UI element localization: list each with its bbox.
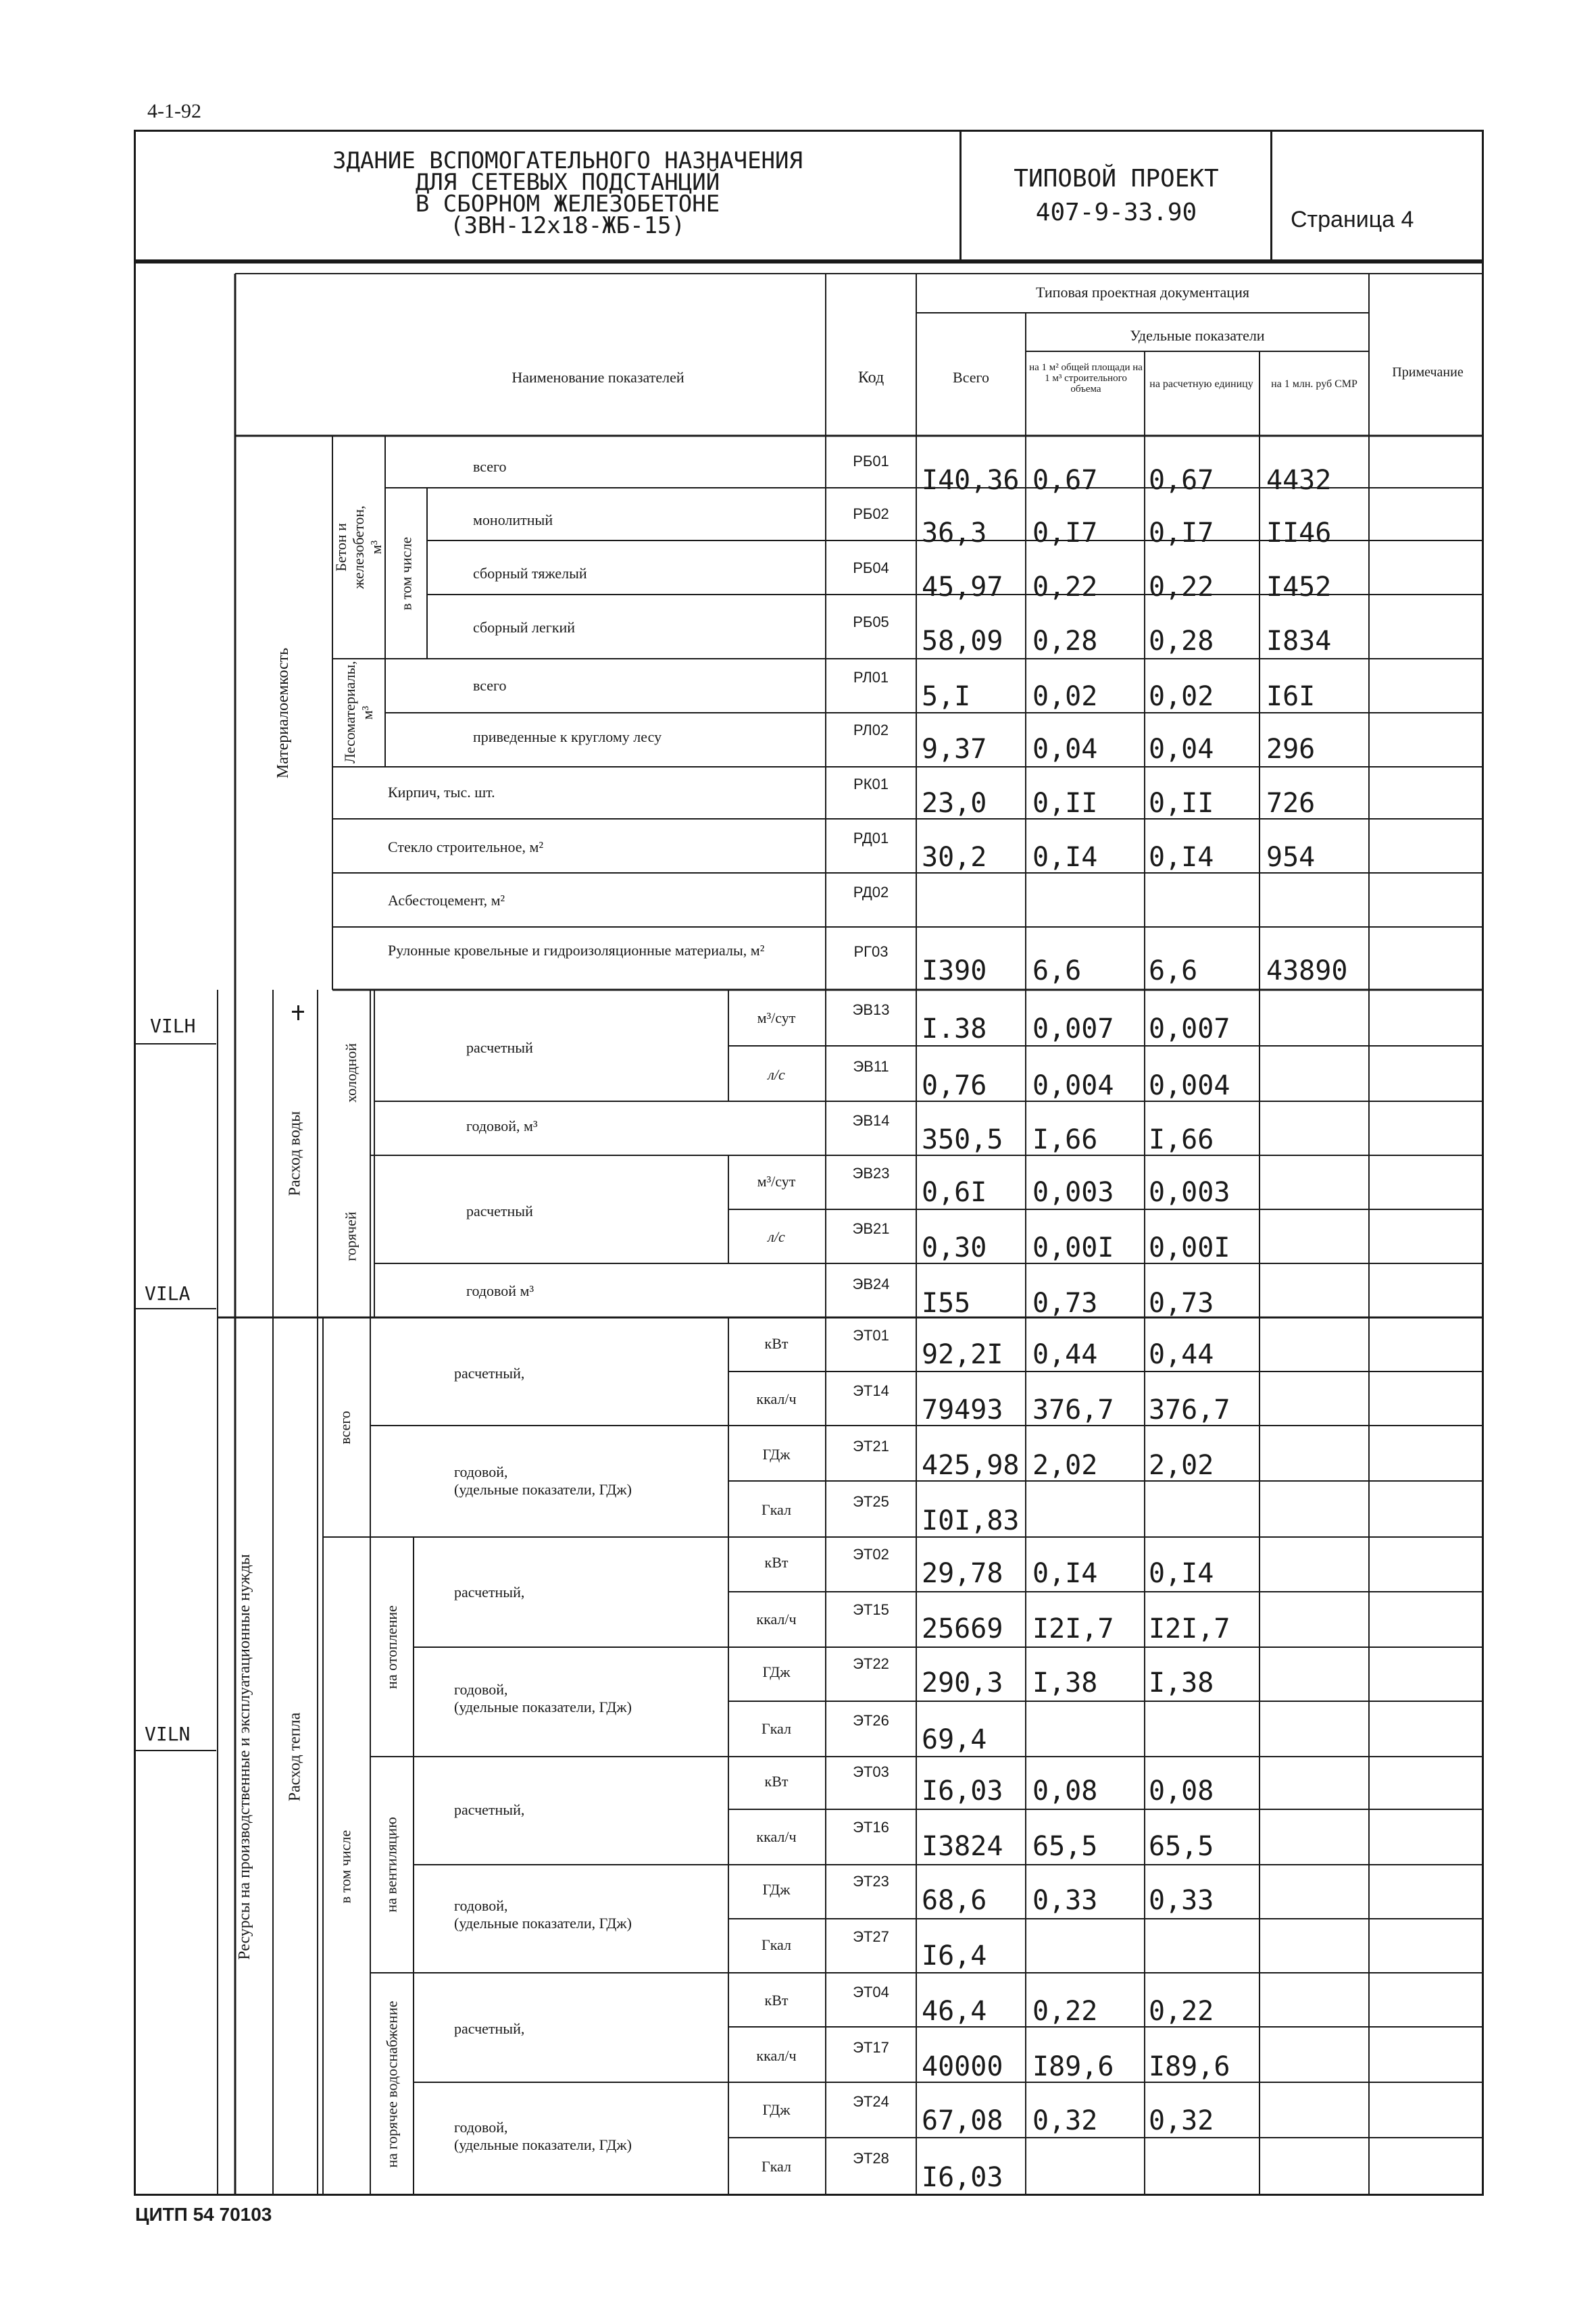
per-mln-header: на 1 млн. руб СМР (1271, 378, 1357, 390)
typical-docs-header: Типовая проектная документация (1036, 284, 1249, 301)
per-mln-cell: 726 (1266, 788, 1316, 819)
unit-vent-gcal: Гкал (761, 1936, 791, 1953)
label-hws-annual: годовой, (удельные показатели, ГДж) (454, 2119, 632, 2153)
code-cell: ЭВ24 (852, 1276, 890, 1292)
per-mln-cell: 954 (1266, 842, 1316, 873)
code-cell: ЭТ03 (853, 1763, 889, 1780)
per-unit-cell: 0,00I (1149, 1232, 1230, 1263)
total-cell: I6,03 (922, 2162, 1003, 2193)
per-unit-cell: 0,004 (1149, 1070, 1230, 1101)
per-unit-cell: 0,007 (1149, 1013, 1230, 1045)
per-m2-cell: I89,6 (1032, 2051, 1114, 2082)
group-cold-water: холодной (343, 1042, 359, 1103)
unit-heating-gj: ГДж (762, 1663, 791, 1680)
footer-code: ЦИТП 54 70103 (135, 2204, 272, 2225)
code-cell: ЭВ13 (852, 1001, 890, 1018)
per-mln-cell: I834 (1266, 626, 1332, 657)
label-precast-light: сборный легкий (473, 619, 576, 636)
per-unit-cell: 65,5 (1149, 1831, 1214, 1862)
per-m2-cell: 0,67 (1032, 465, 1098, 496)
unit-hws-kw: кВт (764, 1992, 789, 2009)
label-heat-total-calc: расчетный, (454, 1365, 525, 1382)
label-hot-calc: расчетный (466, 1203, 533, 1219)
total-cell: 425,98 (922, 1450, 1020, 1481)
total-cell: 58,09 (922, 626, 1003, 657)
group-heat-total: всего (336, 1410, 353, 1444)
label-cold-calc: расчетный (466, 1039, 533, 1056)
per-m2-cell: 0,004 (1032, 1070, 1114, 1101)
code-cell: ЭТ21 (853, 1438, 889, 1455)
unit-total-kcal: ккал/ч (756, 1390, 797, 1407)
sheet-number: 4-1-92 (147, 100, 201, 122)
code-cell: РЛ02 (853, 722, 889, 738)
per-unit-cell: 6,6 (1149, 955, 1198, 986)
per-unit-cell: 0,II (1149, 788, 1214, 819)
label-vent-calc: расчетный, (454, 1801, 525, 1818)
total-cell: I6,4 (922, 1940, 987, 1971)
total-cell: 29,78 (922, 1558, 1003, 1589)
group-resources: Ресурсы на производственные и эксплуатационные нужды (235, 1553, 253, 1960)
per-m2-cell: I,66 (1032, 1124, 1098, 1155)
per-m2-cell: 0,32 (1032, 2105, 1098, 2136)
per-m2-cell: 0,I7 (1032, 518, 1098, 549)
per-m2-cell: I,38 (1032, 1667, 1098, 1699)
total-cell: 0,76 (922, 1070, 987, 1101)
per-m2-cell: 0,00I (1032, 1232, 1114, 1263)
label-heat-total-annual: годовой, (удельные показатели, ГДж) (454, 1463, 632, 1498)
code-cell: РГ03 (853, 943, 889, 960)
per-unit-cell: I89,6 (1149, 2051, 1230, 2082)
per-m2-cell: I2I,7 (1032, 1613, 1114, 1644)
code-cell: РБ01 (853, 453, 889, 470)
label-brick: Кирпич, тыс. шт. (388, 784, 495, 801)
unit-hws-gcal: Гкал (761, 2158, 791, 2175)
cold-water-marker (297, 1005, 299, 1020)
unit-cold-ls: л/с (768, 1066, 785, 1083)
per-unit-cell: 376,7 (1149, 1394, 1230, 1426)
code-cell: ЭТ16 (853, 1819, 889, 1836)
total-cell: 0,30 (922, 1232, 987, 1263)
label-heating-annual: годовой, (удельные показатели, ГДж) (454, 1681, 632, 1715)
label-concrete-total: всего (473, 458, 507, 475)
per-unit-cell: 0,I4 (1149, 1558, 1214, 1589)
per-m2-cell: 6,6 (1032, 955, 1082, 986)
label-vent-annual: годовой, (удельные показатели, ГДж) (454, 1897, 632, 1932)
unit-total-gj: ГДж (762, 1446, 791, 1463)
side-mark-viln-line (135, 1750, 216, 1751)
code-cell: РК01 (853, 776, 889, 793)
project-number: 407-9-33.90 (1035, 199, 1197, 226)
total-cell: 30,2 (922, 842, 987, 873)
total-header: Всего (953, 369, 989, 386)
per-mln-cell: 43890 (1266, 955, 1348, 986)
per-m2-cell: 0,22 (1032, 1996, 1098, 2027)
code-cell: РД01 (853, 830, 889, 847)
per-m2-cell: 65,5 (1032, 1831, 1098, 1862)
group-concrete: Бетон и железобетон, м³ (332, 505, 385, 589)
code-cell: РЛ01 (853, 669, 889, 686)
per-m2-cell: 2,02 (1032, 1450, 1098, 1481)
per-unit-cell: 0,33 (1149, 1885, 1214, 1916)
per-m2-cell: 0,33 (1032, 1885, 1098, 1916)
per-m2-cell: 0,007 (1032, 1013, 1114, 1045)
code-cell: ЭТ02 (853, 1546, 889, 1563)
code-header: Код (857, 369, 884, 386)
per-unit-header: на расчетную единицу (1149, 378, 1253, 390)
total-cell: 25669 (922, 1613, 1003, 1644)
unit-total-kw: кВт (764, 1335, 789, 1352)
label-hot-annual: годовой м³ (466, 1282, 534, 1299)
per-unit-cell: 0,04 (1149, 734, 1214, 765)
group-materials: Материалоемкость (274, 647, 293, 778)
per-m2-cell: 0,44 (1032, 1339, 1098, 1370)
total-cell: 36,3 (922, 518, 987, 549)
group-hot-water: горячей (343, 1211, 360, 1261)
total-cell: 46,4 (922, 1996, 987, 2027)
label-precast-heavy: сборный тяжелый (473, 565, 587, 582)
per-m2-cell: 0,04 (1032, 734, 1098, 765)
unit-total-gcal: Гкал (761, 1501, 791, 1518)
per-m2-cell: 0,22 (1032, 572, 1098, 603)
per-m2-cell: 0,08 (1032, 1776, 1098, 1807)
per-mln-cell: 4432 (1266, 465, 1332, 496)
per-unit-cell: 0,003 (1149, 1177, 1230, 1208)
label-lumber-total: всего (473, 677, 507, 694)
code-cell: ЭВ14 (852, 1112, 890, 1129)
code-cell: РД02 (853, 884, 889, 901)
code-cell: ЭТ15 (853, 1601, 889, 1618)
code-cell: ЭТ24 (853, 2093, 889, 2110)
side-mark-vilh-line (135, 1043, 216, 1045)
label-monolithic: монолитный (473, 511, 553, 528)
code-cell: ЭТ25 (853, 1493, 889, 1510)
page-label: Страница 4 (1291, 207, 1414, 232)
indicators-header: Наименование показателей (512, 369, 684, 386)
total-cell: I3824 (922, 1831, 1003, 1862)
group-lumber: Лесоматериалы, м³ (341, 661, 376, 763)
unit-heating-kcal: ккал/ч (756, 1611, 797, 1628)
per-mln-cell: I452 (1266, 572, 1332, 603)
total-cell: 67,08 (922, 2105, 1003, 2136)
label-cold-annual: годовой, м³ (466, 1117, 538, 1134)
per-unit-cell: 0,22 (1149, 572, 1214, 603)
per-m2-cell: 0,73 (1032, 1288, 1098, 1319)
note-header: Примечание (1392, 365, 1464, 380)
per-m2-cell: 0,I4 (1032, 842, 1098, 873)
total-cell: I0I,83 (922, 1505, 1020, 1536)
total-cell: I40,36 (922, 465, 1020, 496)
per-m2-cell: 0,I4 (1032, 1558, 1098, 1589)
total-cell: 69,4 (922, 1724, 987, 1755)
code-cell: ЭВ11 (853, 1058, 889, 1075)
per-unit-cell: 0,73 (1149, 1288, 1214, 1319)
unit-hot-m3d: м³/сут (757, 1173, 796, 1190)
unit-hot-ls: л/с (768, 1228, 785, 1245)
code-cell: ЭТ22 (853, 1655, 889, 1672)
total-cell: 9,37 (922, 734, 987, 765)
per-unit-cell: 0,I7 (1149, 518, 1214, 549)
label-heating-calc: расчетный, (454, 1584, 525, 1601)
per-unit-cell: 0,67 (1149, 465, 1214, 496)
per-unit-cell: 0,08 (1149, 1776, 1214, 1807)
code-cell: ЭТ26 (853, 1712, 889, 1729)
code-cell: ЭТ01 (853, 1327, 889, 1344)
unit-heating-gcal: Гкал (761, 1720, 791, 1737)
per-m2-cell: 0,II (1032, 788, 1098, 819)
per-mln-cell: I6I (1266, 681, 1316, 712)
code-cell: ЭТ14 (853, 1382, 889, 1399)
side-mark-vila: VILA (145, 1282, 191, 1305)
per-unit-cell: 0,02 (1149, 681, 1214, 712)
code-cell: ЭВ21 (852, 1220, 890, 1237)
side-mark-vilh: VILH (150, 1015, 196, 1037)
per-unit-cell: 0,I4 (1149, 842, 1214, 873)
total-cell: I390 (922, 955, 987, 986)
project-label: ТИПОВОЙ ПРОЕКТ (1014, 165, 1219, 193)
total-cell: I55 (922, 1288, 971, 1319)
per-unit-cell: I2I,7 (1149, 1613, 1230, 1644)
total-cell: 350,5 (922, 1124, 1003, 1155)
label-lumber-reduced: приведенные к круглому лесу (473, 728, 662, 745)
cold-water-marker-tick (292, 1011, 304, 1013)
group-heat-including: в том числе (336, 1830, 353, 1903)
label-hws-calc: расчетный, (454, 2020, 525, 2037)
code-cell: ЭТ23 (853, 1873, 889, 1890)
per-unit-cell: 2,02 (1149, 1450, 1214, 1481)
code-cell: ЭТ27 (853, 1928, 889, 1945)
side-mark-viln: VILN (145, 1723, 191, 1745)
per-unit-cell: 0,22 (1149, 1996, 1214, 2027)
per-mln-cell: 296 (1266, 734, 1316, 765)
unit-cold-m3d: м³/сут (757, 1009, 796, 1026)
label-glass: Стекло строительное, м² (388, 838, 544, 855)
specific-header: Удельные показатели (1130, 327, 1265, 344)
code-cell: ЭВ23 (852, 1165, 890, 1182)
unit-heating-kw: кВт (764, 1554, 789, 1571)
unit-hws-kcal: ккал/ч (756, 2047, 797, 2064)
code-cell: РБ04 (853, 559, 889, 576)
total-cell: 290,3 (922, 1667, 1003, 1699)
per-unit-cell: 0,32 (1149, 2105, 1214, 2136)
total-cell: 40000 (922, 2051, 1003, 2082)
total-cell: 23,0 (922, 788, 987, 819)
code-cell: РБ02 (853, 505, 889, 522)
per-mln-cell: II46 (1266, 518, 1332, 549)
per-unit-cell: I,66 (1149, 1124, 1214, 1155)
code-cell: ЭТ17 (853, 2039, 889, 2056)
code-cell: ЭТ04 (853, 1984, 889, 2001)
per-m2-cell: 0,28 (1032, 626, 1098, 657)
group-heating: на отопление (383, 1605, 400, 1689)
unit-vent-kcal: ккал/ч (756, 1828, 797, 1845)
per-unit-cell: I,38 (1149, 1667, 1214, 1699)
total-cell: 45,97 (922, 572, 1003, 603)
total-cell: 92,2I (922, 1339, 1003, 1370)
label-roll-materials: Рулонные кровельные и гидроизоляционные материалы, м² (388, 942, 765, 959)
total-cell: I6,03 (922, 1776, 1003, 1807)
group-hot-water-supply: на горячее водоснабжение (383, 2001, 401, 2168)
code-cell: РБ05 (853, 613, 889, 630)
side-mark-vila-line (135, 1308, 216, 1309)
document-title: ЗДАНИЕ ВСПОМОГАТЕЛЬНОГО НАЗНАЧЕНИЯ ДЛЯ СЕТЕВЫХ ПОДСТАНЦИЙ В СБОРНОМ ЖЕЛЕЗОБЕТОНЕ (ЗВН-12х18-ЖБ-15) (332, 147, 803, 239)
group-water: Расход воды (286, 1111, 304, 1197)
per-m2-cell: 376,7 (1032, 1394, 1114, 1426)
unit-hws-gj: ГДж (762, 2101, 791, 2118)
total-cell: 68,6 (922, 1885, 987, 1916)
code-cell: ЭТ28 (853, 2150, 889, 2167)
label-asbestos: Асбестоцемент, м² (388, 892, 505, 909)
unit-vent-kw: кВт (764, 1773, 789, 1790)
total-cell: 5,I (922, 681, 971, 712)
per-unit-cell: 0,44 (1149, 1339, 1214, 1370)
total-cell: 79493 (922, 1394, 1003, 1426)
total-cell: I.38 (922, 1013, 987, 1045)
per-unit-cell: 0,28 (1149, 626, 1214, 657)
group-concrete-including: в том числе (397, 536, 414, 610)
group-ventilation: на вентиляцию (383, 1817, 400, 1913)
unit-vent-gj: ГДж (762, 1881, 791, 1898)
per-m2-cell: 0,003 (1032, 1177, 1114, 1208)
per-m2-header: на 1 м² общей площади на 1 м³ строительного объема (1029, 362, 1143, 395)
per-m2-cell: 0,02 (1032, 681, 1098, 712)
total-cell: 0,6I (922, 1177, 987, 1208)
group-heat: Расход тепла (286, 1712, 304, 1801)
